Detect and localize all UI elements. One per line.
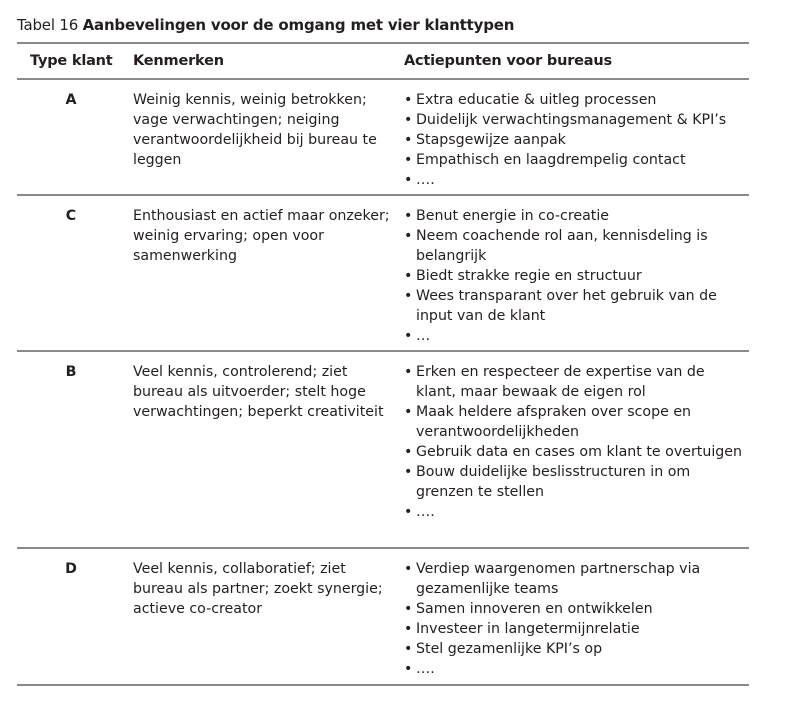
- cell-kenmerken: Veel kennis, controlerend; ziet bureau als uitvoerder; stelt hoge verwachtingen; beperkt creativiteit: [133, 364, 384, 420]
- cell-kenmerken: Weinig kennis, weinig betrokken; vage verwachtingen; neiging verantwoordelijkheid bij bureau te leggen: [133, 92, 377, 168]
- action-point-item: • Maak heldere afspraken over scope en verantwoordelijkheden: [404, 402, 749, 442]
- table-row: [17, 80, 749, 194]
- header-kenmerken: Kenmerken: [133, 53, 224, 69]
- cell-type: C: [65, 208, 77, 224]
- action-point-item: • Stapsgewijze aanpak: [404, 130, 749, 150]
- table-row: [17, 549, 749, 684]
- action-point-item: • Extra educatie & uitleg processen: [404, 90, 749, 110]
- cell-actiepunten: [404, 206, 749, 346]
- action-point-item: • Erken en respecteer de expertise van de klant, maar bewaak de eigen rol: [404, 362, 749, 402]
- action-point-item: • Stel gezamenlijke KPI’s op: [404, 639, 749, 659]
- cell-kenmerken: Veel kennis, collaboratief; ziet bureau als partner; zoekt synergie; actieve co-creator: [133, 561, 383, 617]
- table-row: [17, 196, 749, 350]
- action-point-item: • Bouw duidelijke beslisstructuren in om grenzen te stellen: [404, 462, 749, 502]
- action-point-item: • ….: [404, 659, 749, 679]
- action-point-item: • Neem coachende rol aan, kennisdeling is belangrijk: [404, 226, 749, 266]
- cell-actiepunten: [404, 362, 749, 522]
- table-number: Tabel 16: [17, 16, 79, 34]
- header-actiepunten: Actiepunten voor bureaus: [404, 53, 612, 69]
- recommendations-table: [17, 42, 749, 686]
- cell-kenmerken: Enthousiast en actief maar onzeker; weinig ervaring; open voor samenwerking: [133, 208, 390, 264]
- table-header-row: [17, 44, 749, 78]
- cell-type: D: [65, 561, 77, 577]
- table-row: [17, 352, 749, 547]
- action-point-item: • ….: [404, 170, 749, 190]
- table-caption: [17, 16, 514, 34]
- cell-actiepunten: [404, 90, 749, 190]
- action-point-item: • Gebruik data en cases om klant te overtuigen: [404, 442, 749, 462]
- cell-actiepunten: [404, 559, 749, 679]
- header-type-klant: Type klant: [30, 53, 113, 69]
- action-point-item: • Duidelijk verwachtingsmanagement & KPI’s: [404, 110, 749, 130]
- table-title: Aanbevelingen voor de omgang met vier klanttypen: [82, 16, 515, 34]
- action-point-item: • Wees transparant over het gebruik van de input van de klant: [404, 286, 749, 326]
- action-point-item: • Biedt strakke regie en structuur: [404, 266, 749, 286]
- action-point-item: • Samen innoveren en ontwikkelen: [404, 599, 749, 619]
- action-point-item: • Verdiep waargenomen partnerschap via gezamenlijke teams: [404, 559, 749, 599]
- action-point-item: • Empathisch en laagdrempelig contact: [404, 150, 749, 170]
- cell-type: B: [65, 364, 77, 380]
- cell-type: A: [65, 92, 77, 108]
- action-point-item: • ….: [404, 502, 749, 522]
- action-point-item: • …: [404, 326, 749, 346]
- action-point-item: • Investeer in langetermijnrelatie: [404, 619, 749, 639]
- action-point-item: • Benut energie in co-creatie: [404, 206, 749, 226]
- table-bottom-rule: [17, 684, 749, 686]
